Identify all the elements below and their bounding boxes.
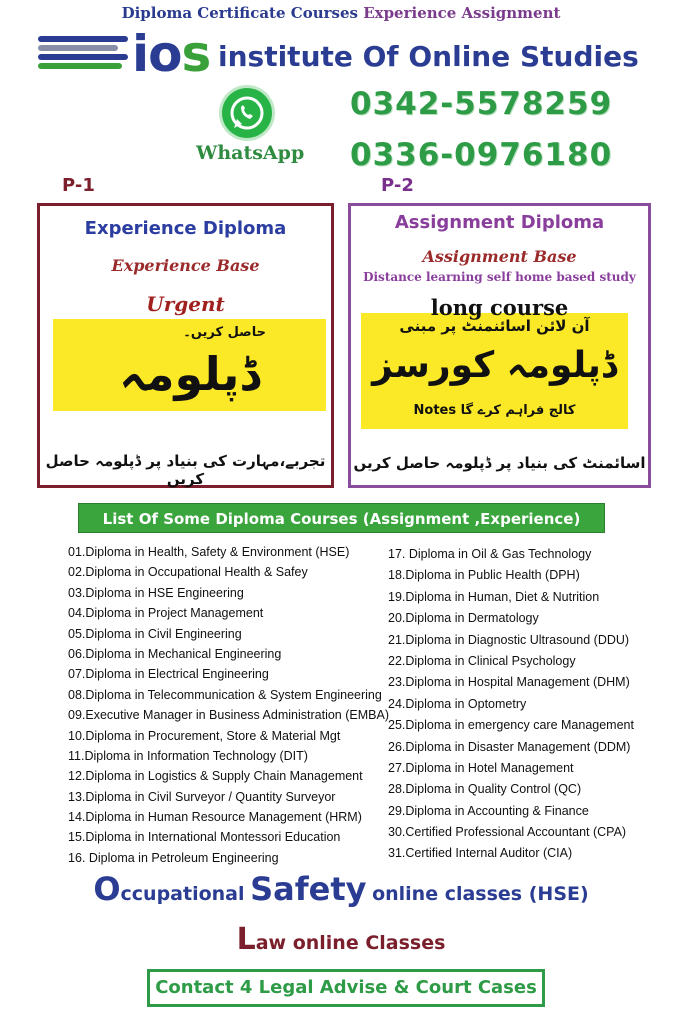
whatsapp-label: WhatsApp [196, 142, 305, 164]
p2-label: P-2 [381, 175, 414, 196]
tagline-types: Experience Assignment [363, 4, 561, 22]
list-item: 20.Diploma in Dermatology [388, 611, 539, 626]
list-item: 23.Diploma in Hospital Management (DHM) [388, 675, 630, 690]
list-item: 31.Certified Internal Auditor (CIA) [388, 846, 573, 861]
list-item: 15.Diploma in International Montessori Education [68, 830, 341, 845]
law-classes-heading [0, 922, 682, 957]
list-item: 30.Certified Professional Accountant (CPA) [388, 825, 627, 840]
list-item: 14.Diploma in Human Resource Management (HRM) [68, 810, 362, 825]
whatsapp-icon[interactable] [222, 88, 272, 138]
list-item: 17. Diploma in Oil & Gas Technology [388, 547, 592, 561]
experience-diploma-card [37, 203, 334, 488]
list-item: 01.Diploma in Health, Safety & Environment (HSE) [68, 545, 350, 559]
assignment-urdu-line1: آن لائن اسائنمنٹ پر مبنی [399, 317, 590, 335]
list-item: 04.Diploma in Project Management [68, 606, 264, 621]
list-item: 13.Diploma in Civil Surveyor / Quantity Surveyor [68, 789, 336, 804]
list-item: 28.Diploma in Quality Control (QC) [388, 782, 582, 797]
experience-yellow-panel [53, 319, 326, 411]
assignment-notes: Notes کالج فراہم کرے گا [413, 403, 576, 418]
long-course-label: long course [430, 295, 569, 320]
experience-card-title: Experience Diploma [84, 218, 287, 239]
list-item: 03.Diploma in HSE Engineering [68, 585, 244, 600]
assignment-base-label: Assignment Base [422, 247, 577, 266]
logo-stripes-icon [38, 36, 128, 76]
list-item: 16. Diploma in Petroleum Engineering [68, 850, 279, 865]
list-item: 10.Diploma in Procurement, Store & Material Mgt [68, 728, 341, 743]
assignment-urdu-diploma: ڈپلومہ کورسز [372, 345, 617, 386]
safety-word: Safety [250, 870, 367, 908]
list-item: 26.Diploma in Disaster Management (DDM) [388, 739, 631, 754]
logo-wordmark [132, 26, 210, 82]
list-item: 08.Diploma in Telecommunication & System Engineering [68, 687, 382, 702]
ohs-classes-heading [0, 870, 682, 908]
course-list-left [68, 542, 389, 868]
list-item: 24.Diploma in Optometry [388, 696, 527, 711]
list-item: 07.Diploma in Electrical Engineering [68, 667, 269, 682]
ohs-rest: online classes (HSE) [372, 883, 589, 905]
assignment-subtitle: Distance learning self home based study [363, 270, 636, 284]
list-item: 18.Diploma in Public Health (DPH) [388, 568, 580, 583]
p1-label: P-1 [62, 175, 95, 196]
list-item: 22.Diploma in Clinical Psychology [388, 653, 576, 668]
list-item: 12.Diploma in Logistics & Supply Chain Management [68, 769, 363, 784]
course-list-right [388, 544, 648, 865]
experience-urdu-small: حاصل کریں۔ [183, 325, 266, 340]
phone-number-2[interactable]: 0336-0976180 [350, 137, 613, 173]
experience-urdu-diploma: ڈپلومہ [119, 347, 260, 401]
logo-letter-s: s [181, 25, 211, 83]
law-initial: L [236, 922, 256, 957]
list-item: 05.Diploma in Civil Engineering [68, 626, 242, 641]
ohs-initial: O [93, 870, 121, 908]
assignment-yellow-panel [361, 313, 628, 429]
assignment-card-title: Assignment Diploma [394, 212, 605, 233]
list-item: 06.Diploma in Mechanical Engineering [68, 646, 282, 661]
course-list-banner: List Of Some Diploma Courses (Assignment ,Experience) [78, 503, 605, 533]
list-item: 09.Executive Manager in Business Administration (EMBA) [68, 708, 389, 723]
list-item: 19.Diploma in Human, Diet & Nutrition [388, 589, 600, 604]
list-item: 02.Diploma in Occupational Health & Safey [68, 565, 308, 580]
assignment-urdu-footer: اسائمنٹ کی بنیاد پر ڈپلومہ حاصل کریں [353, 454, 646, 472]
top-tagline [0, 4, 682, 22]
list-item: 27.Diploma in Hotel Management [388, 760, 574, 775]
institute-name: institute Of Online Studies [218, 40, 639, 73]
experience-base-label: Experience Base [111, 256, 260, 275]
urgent-label: Urgent [146, 292, 225, 316]
tagline-courses: Diploma Certificate Courses [121, 4, 358, 22]
list-item: 21.Diploma in Diagnostic Ultrasound (DDU) [388, 632, 630, 647]
law-rest: aw online Classes [255, 932, 446, 954]
ohs-word: ccupational [120, 883, 245, 905]
logo-letter-i: i [132, 25, 149, 83]
logo-letter-o: o [148, 25, 182, 83]
list-item: 29.Diploma in Accounting & Finance [388, 803, 589, 818]
assignment-diploma-card [348, 203, 651, 488]
list-item: 11.Diploma in Information Technology (DIT) [68, 748, 308, 763]
list-item: 25.Diploma in emergency care Management [388, 718, 634, 733]
contact-legal-box[interactable]: Contact 4 Legal Advise & Court Cases [147, 969, 545, 1007]
phone-number-1[interactable]: 0342-5578259 [350, 86, 613, 122]
experience-urdu-footer: تجربے،مہارت کی بنیاد پر ڈپلومہ حاصل کریں [45, 452, 326, 488]
